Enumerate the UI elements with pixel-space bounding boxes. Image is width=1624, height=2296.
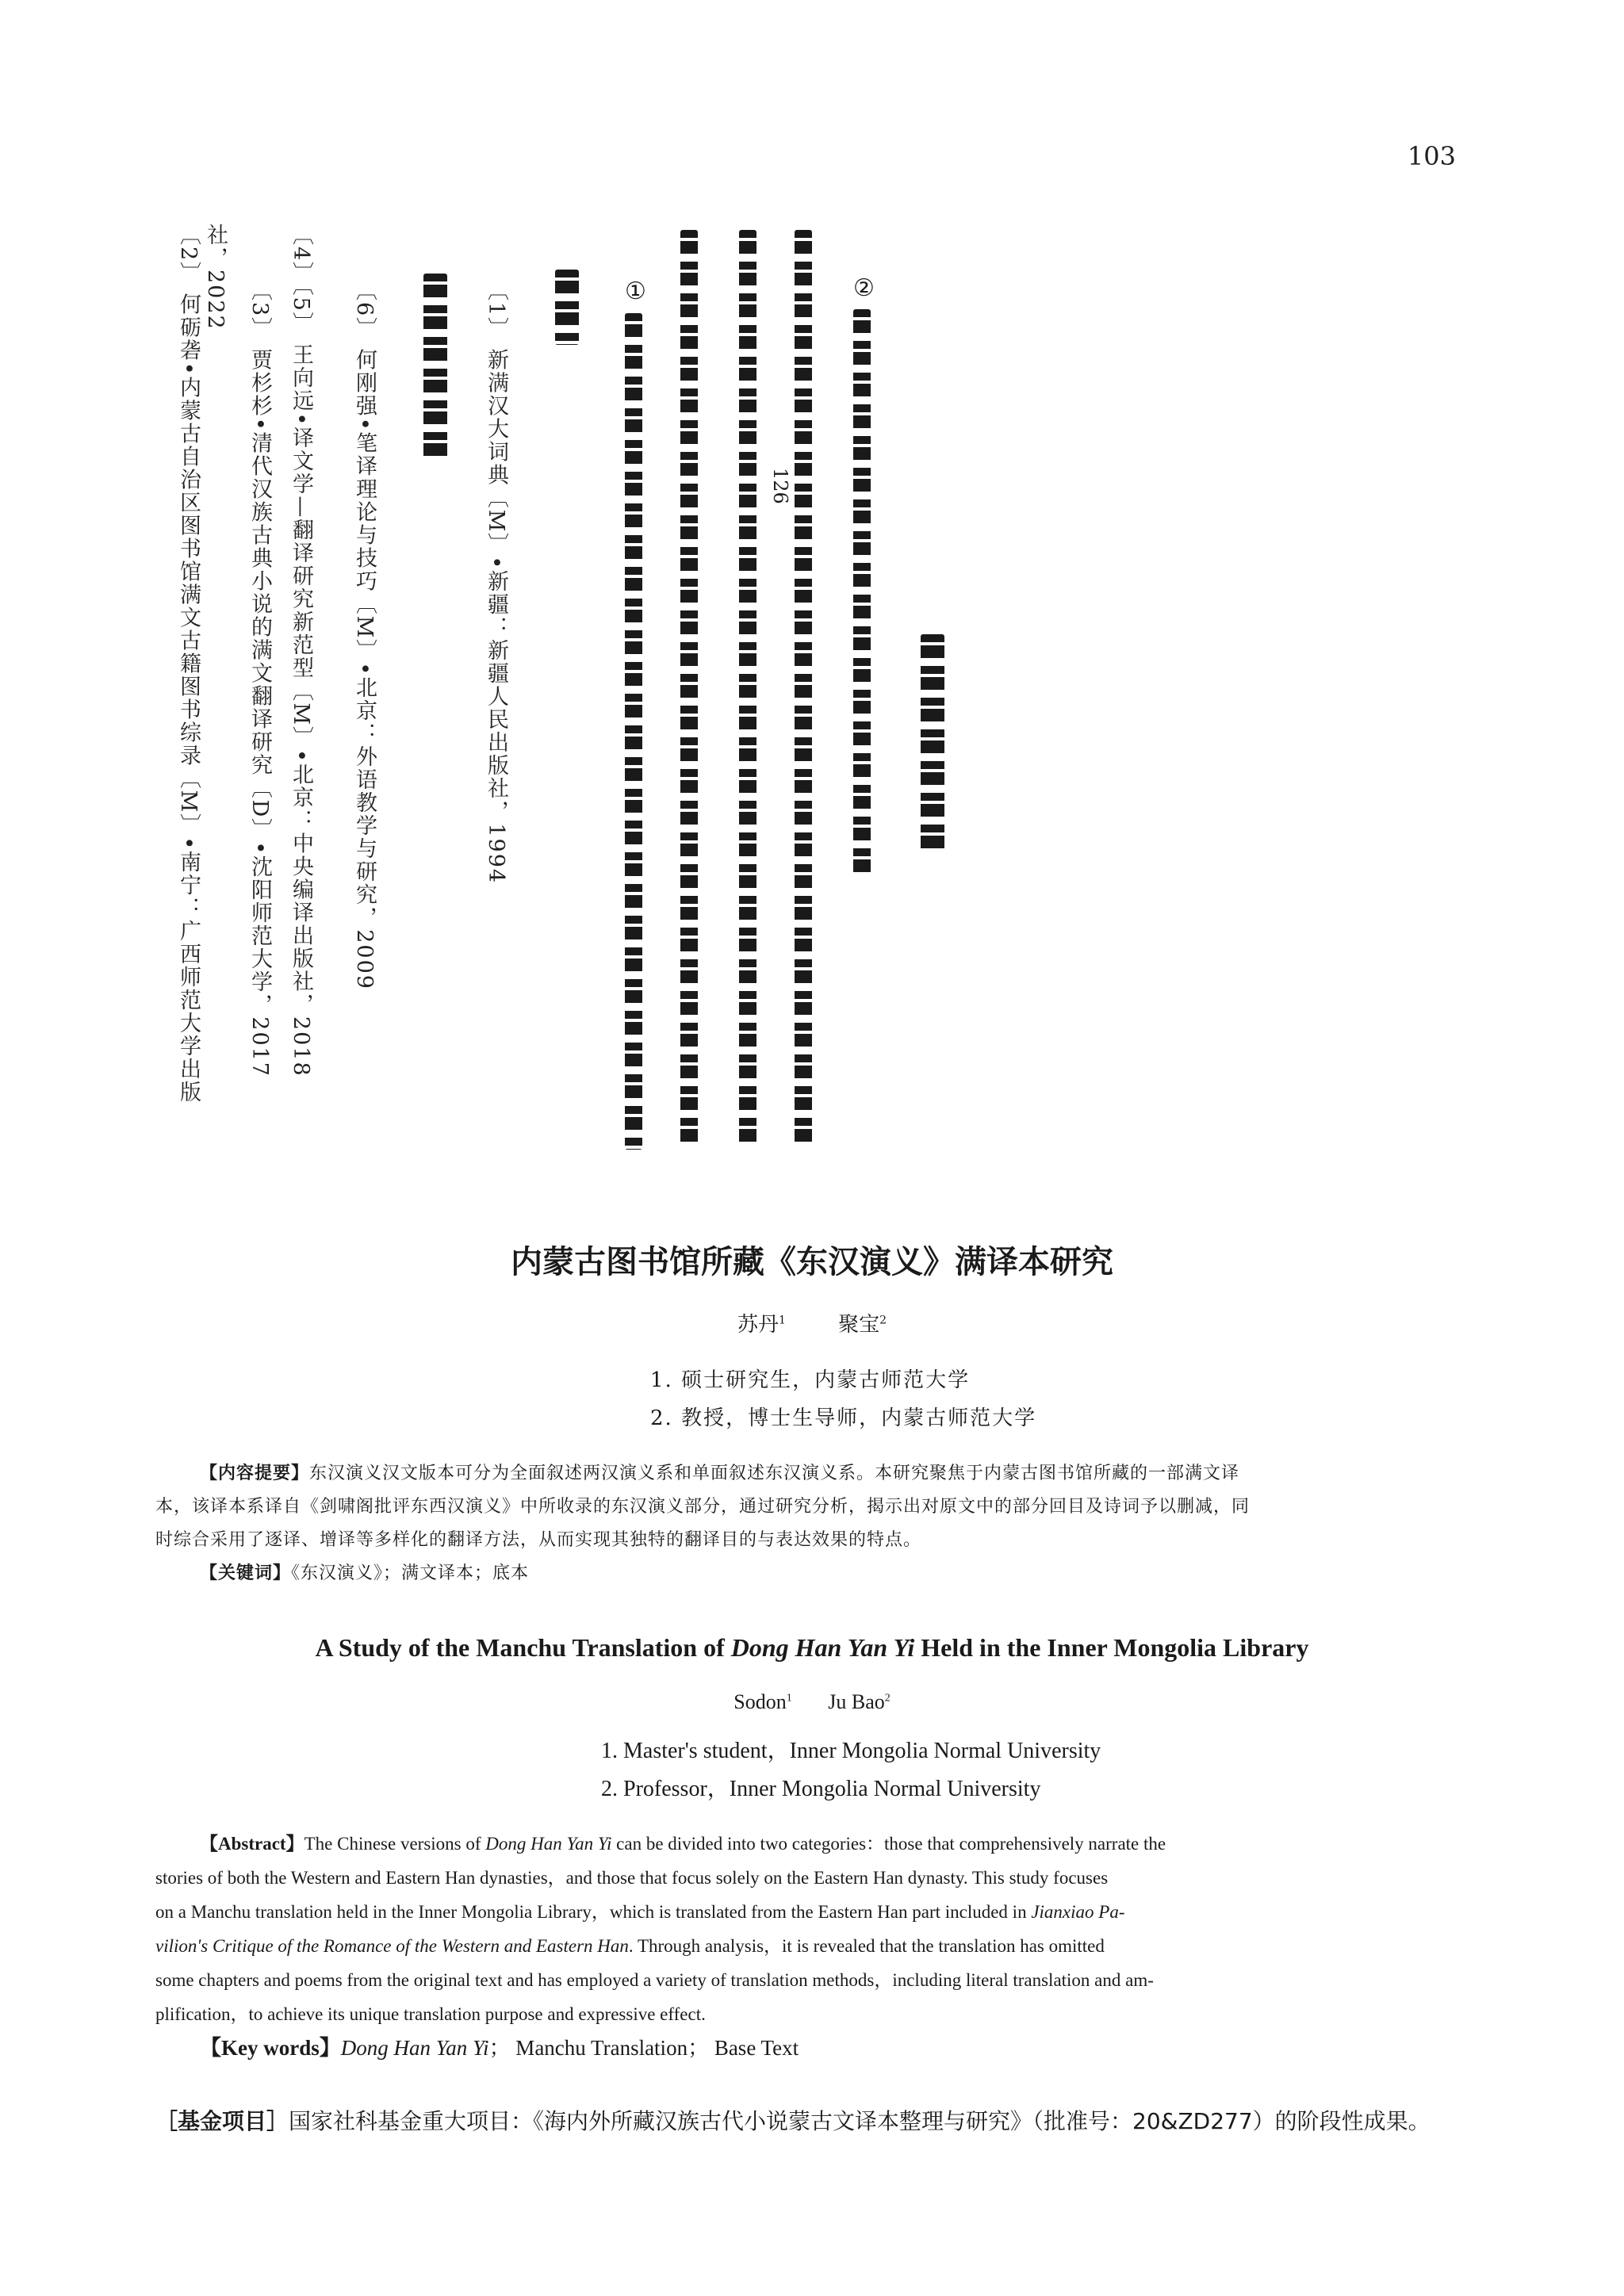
author-name: 苏丹 <box>737 1313 779 1337</box>
english-title <box>0 1633 1624 1663</box>
mongolian-notes-heading <box>423 274 447 462</box>
abstract-line: some chapters and poems from the original text and has employed a variety of translation methods，including literal translation and am- <box>155 1970 1154 1990</box>
page-number: 103 <box>1407 141 1456 171</box>
author-sup: 1 <box>779 1314 786 1327</box>
mongolian-script-column <box>739 230 756 1150</box>
english-affiliation-2: 2. Professor，Inner Mongolia Normal University <box>601 1777 1041 1801</box>
abstract-line <box>155 1457 1469 1490</box>
author-name: Sodon <box>733 1690 787 1713</box>
author-name: 聚宝 <box>838 1313 880 1337</box>
author-sup: 2 <box>879 1314 887 1327</box>
abstract-italic: Dong Han Yan Yi <box>485 1834 612 1854</box>
mongolian-script-column <box>680 230 698 1150</box>
keywords-italic: Dong Han Yan Yi <box>340 2036 489 2060</box>
reference-4-5: 〔4〕〔5〕 王向远•译文学—翻译研究新范型〔M〕•北京：中央编译出版社，2018 <box>289 224 313 1077</box>
abstract-label: 【Abstract】 <box>200 1834 304 1854</box>
chinese-title: 内蒙古图书馆所藏《东汉演义》满译本研究 <box>511 1243 1113 1280</box>
abstract-text: The Chinese versions of <box>304 1834 486 1854</box>
keywords-label: 【Key words】 <box>200 2036 341 2060</box>
circled-number-2: ② <box>850 274 878 302</box>
author-name: Ju Bao <box>828 1690 885 1713</box>
title-italic: Dong Han Yan Yi <box>730 1633 915 1662</box>
abstract-text: on a Manchu translation held in the Inner Mongolia Library，which is translated from the Eastern Han part included in <box>155 1902 1032 1922</box>
chinese-affiliation-2: 2. 教授，博士生导师，内蒙古师范大学 <box>650 1406 1037 1430</box>
chinese-authors <box>0 1308 1624 1337</box>
reference-1: 〔1〕 新满汉大词典〔M〕•新疆：新疆人民出版社，1994 <box>484 279 508 885</box>
circled-number-1: ① <box>622 277 649 305</box>
inline-number: 126 <box>769 468 791 504</box>
abstract-text: can be divided into two categories：those that comprehensively narrate the <box>611 1834 1166 1854</box>
keywords-label: 【关键词】 <box>200 1563 292 1583</box>
abstract-italic: vilion's Critique of the Romance of the Western and Eastern Han <box>155 1936 629 1956</box>
abstract-line: 本，该译本系译自《剑啸阁批评东西汉演义》中所收录的东汉演义部分，通过研究分析，揭示出对原文中的部分回目及诗词予以删减，同 <box>155 1497 1251 1517</box>
fund-footnote <box>155 2104 1431 2136</box>
fund-text: 国家社科基金重大项目：《海内外所藏汉族古代小说蒙古文译本整理与研究》（批准号：20&ZD277）的阶段性成果。 <box>289 2108 1431 2134</box>
reference-3: 〔3〕 贾杉杉•清代汉族古典小说的满文翻译研究〔D〕•沈阳师范大学，2017 <box>247 279 272 1077</box>
mongolian-title-script <box>921 634 944 856</box>
keywords-text: ； Manchu Translation； Base Text <box>488 2036 799 2060</box>
abstract-text: . Through analysis，it is revealed that the translation has omitted <box>628 1936 1105 1956</box>
keywords-line <box>155 1557 1469 1590</box>
keywords-line <box>155 2031 1469 2065</box>
author-sup: 2 <box>884 1692 891 1705</box>
english-affiliation-1: 1. Master's student，Inner Mongolia Normal University <box>601 1739 1101 1763</box>
abstract-line <box>155 1895 1469 1929</box>
mongolian-script-column <box>625 313 642 1150</box>
mongolian-references-heading <box>555 270 579 345</box>
abstract-line <box>155 1929 1469 1963</box>
chinese-abstract <box>155 1457 1469 1590</box>
abstract-line: plification，to achieve its unique translation purpose and expressive effect. <box>155 2004 706 2024</box>
mongolian-script-column <box>795 230 812 1150</box>
chinese-affiliation-1: 1. 硕士研究生，内蒙古师范大学 <box>650 1368 971 1392</box>
abstract-line: 时综合采用了逐译、增译等多样化的翻译方法，从而实现其独特的翻译目的与表达效果的特点。 <box>155 1530 922 1550</box>
reference-6: 〔6〕 何刚强•笔译理论与技巧〔M〕•北京：外语教学与研究，2009 <box>352 279 377 990</box>
english-abstract <box>155 1827 1469 2065</box>
title-part: A Study of the Manchu Translation of <box>315 1633 731 1662</box>
english-authors <box>0 1690 1624 1714</box>
author-sup: 1 <box>786 1692 792 1705</box>
abstract-line <box>155 1827 1469 1861</box>
mongolian-script-column <box>853 309 871 874</box>
abstract-line: stories of both the Western and Eastern Han dynasties，and those that focus solely on the Eastern Han dynasty. This study focuses <box>155 1868 1109 1888</box>
title-part: Held in the Inner Mongolia Library <box>914 1633 1309 1662</box>
abstract-label: 【内容提要】 <box>200 1464 310 1483</box>
fund-label: ［基金项目］ <box>155 2108 289 2134</box>
keywords-text: 《东汉演义》；满文译本；底本 <box>291 1563 530 1583</box>
reference-2: 〔2〕 何砺砻•内蒙古自治区图书馆满文古籍图书综录〔M〕•南宁：广西师范大学出版社，2022 <box>176 224 228 1104</box>
abstract-text: 东汉演义汉文版本可分为全面叙述两汉演义系和单面叙述东汉演义系。本研究聚焦于内蒙古图书馆所藏的一部满文译 <box>309 1464 1240 1483</box>
abstract-italic: Jianxiao Pa- <box>1031 1902 1125 1922</box>
